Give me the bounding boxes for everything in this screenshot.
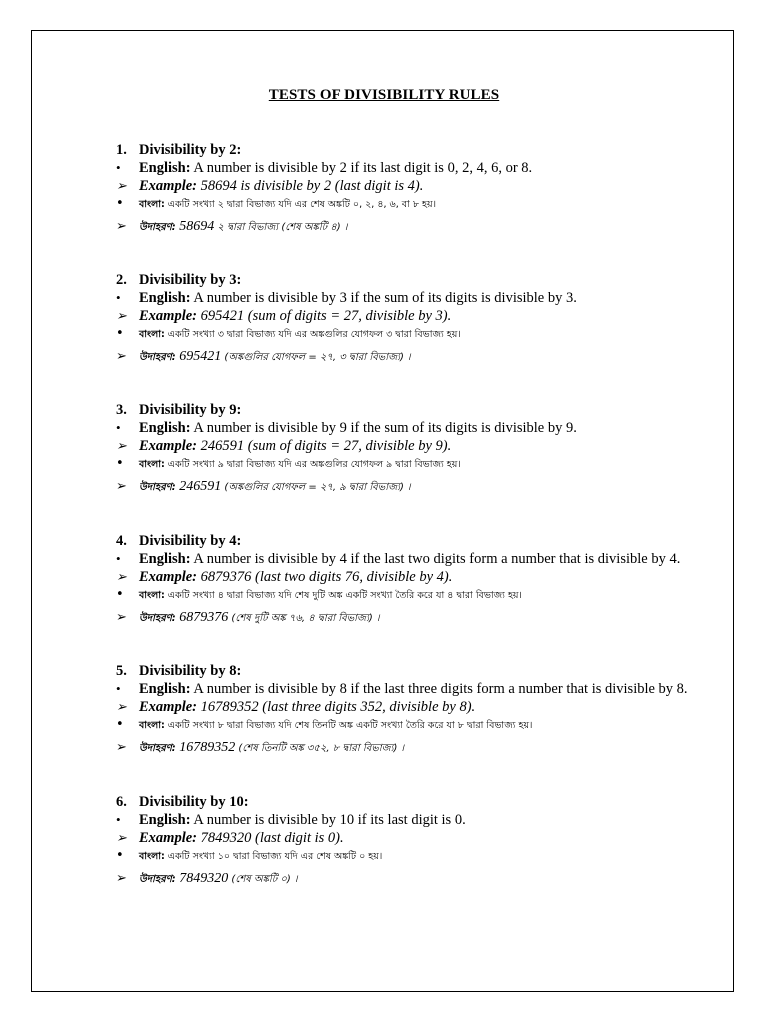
english-label: English: bbox=[139, 420, 191, 436]
bullet-icon: • bbox=[116, 717, 124, 732]
bangla-text: একটি সংখ্যা ২ দ্বারা বিভাজ্য যদি এর শেষ অঙ্কটি ০, ২, ৪, ৬, বা ৮ হয়। bbox=[164, 199, 436, 210]
bullet-icon: • bbox=[116, 812, 121, 827]
bangla-example bbox=[116, 213, 716, 237]
bangla-example-text: (শেষ তিনটি অঙ্ক ৩৫২, ৮ দ্বারা বিভাজ্য) । bbox=[235, 743, 405, 754]
bangla-example-text: (অঙ্কগুলির যোগফল = ২৭, ৯ দ্বারা বিভাজ্য) । bbox=[221, 482, 411, 493]
bullet-icon: • bbox=[116, 290, 121, 305]
bullet-icon: • bbox=[116, 160, 121, 175]
english-label: English: bbox=[139, 551, 191, 567]
arrow-icon: ➢ bbox=[116, 438, 127, 453]
section-heading bbox=[116, 271, 716, 289]
bangla-label: বাংলা: bbox=[139, 720, 165, 731]
bangla-label: বাংলা: bbox=[139, 329, 165, 340]
section-number: 2. bbox=[116, 272, 127, 288]
bangla-example bbox=[116, 865, 716, 889]
bangla-text: একটি সংখ্যা ১০ দ্বারা বিভাজ্য যদি এর শেষ অঙ্কটি ০ হয়। bbox=[164, 851, 383, 862]
bullet-icon: • bbox=[116, 420, 121, 435]
arrow-icon: ➢ bbox=[116, 740, 127, 755]
bangla-example bbox=[116, 604, 716, 628]
bangla-text: একটি সংখ্যা ৪ দ্বারা বিভাজ্য যদি শেষ দুটি অঙ্ক একটি সংখ্যা তৈরি করে যা ৪ দ্বারা বিভাজ্য হয়। bbox=[164, 590, 522, 601]
english-rule bbox=[116, 159, 716, 177]
bangla-label: বাংলা: bbox=[139, 851, 165, 862]
bangla-example-number: 58694 bbox=[175, 219, 215, 234]
bullet-icon: • bbox=[116, 848, 124, 863]
bangla-example-text: ২ দ্বারা বিভাজ্য (শেষ অঙ্কটি ৪) । bbox=[214, 222, 348, 233]
example-label: Example: bbox=[139, 178, 197, 194]
example-label: Example: bbox=[139, 438, 197, 454]
section-title: Divisibility by 2: bbox=[139, 142, 242, 158]
bullet-icon: • bbox=[116, 196, 124, 211]
bangla-example-label: উদাহরণ: bbox=[139, 613, 176, 624]
bangla-example-label: উদাহরণ: bbox=[139, 352, 176, 363]
english-text: A number is divisible by 10 if its last digit is 0. bbox=[190, 812, 466, 828]
arrow-icon: ➢ bbox=[116, 308, 127, 323]
bullet-icon: • bbox=[116, 551, 121, 566]
english-example bbox=[116, 829, 716, 847]
english-rule bbox=[116, 419, 716, 437]
bangla-example bbox=[116, 734, 716, 758]
example-label: Example: bbox=[139, 569, 197, 585]
section-divisibility-by-9 bbox=[116, 401, 716, 497]
bangla-text: একটি সংখ্যা ৩ দ্বারা বিভাজ্য যদি এর অঙ্কগুলির যোগফল ৩ দ্বারা বিভাজ্য হয়। bbox=[164, 329, 461, 340]
bangla-example-label: উদাহরণ: bbox=[139, 222, 176, 233]
bangla-example-number: 246591 bbox=[175, 479, 222, 494]
english-example bbox=[116, 307, 716, 325]
example-label: Example: bbox=[139, 308, 197, 324]
bangla-rule bbox=[116, 847, 716, 865]
section-number: 1. bbox=[116, 142, 127, 158]
document-title: TESTS OF DIVISIBILITY RULES bbox=[268, 87, 500, 103]
section-divisibility-by-10 bbox=[116, 793, 716, 889]
section-heading bbox=[116, 662, 716, 680]
bangla-example-text: (শেষ দুটি অঙ্ক ৭৬, ৪ দ্বারা বিভাজ্য) । bbox=[228, 613, 380, 624]
bangla-rule bbox=[116, 586, 716, 604]
section-title: Divisibility by 8: bbox=[139, 663, 242, 679]
english-rule bbox=[116, 811, 716, 829]
section-title: Divisibility by 3: bbox=[139, 272, 242, 288]
english-text: A number is divisible by 4 if the last two digits form a number that is divisible by 4. bbox=[190, 551, 681, 567]
section-heading bbox=[116, 532, 716, 550]
bangla-rule bbox=[116, 716, 716, 734]
arrow-icon: ➢ bbox=[116, 219, 127, 234]
bangla-example-number: 7849320 bbox=[175, 871, 229, 886]
arrow-icon: ➢ bbox=[116, 349, 127, 364]
arrow-icon: ➢ bbox=[116, 178, 127, 193]
section-divisibility-by-4 bbox=[116, 532, 716, 628]
section-number: 5. bbox=[116, 663, 127, 679]
bangla-example bbox=[116, 473, 716, 497]
english-label: English: bbox=[139, 681, 191, 697]
bangla-example-text: (শেষ অঙ্কটি ০) । bbox=[228, 874, 298, 885]
arrow-icon: ➢ bbox=[116, 569, 127, 584]
section-divisibility-by-2 bbox=[116, 141, 716, 237]
bangla-example bbox=[116, 343, 716, 367]
english-label: English: bbox=[139, 160, 191, 176]
english-rule bbox=[116, 680, 716, 698]
english-text: A number is divisible by 2 if its last digit is 0, 2, 4, 6, or 8. bbox=[190, 160, 533, 176]
english-example bbox=[116, 698, 716, 716]
example-label: Example: bbox=[139, 830, 197, 846]
english-text: A number is divisible by 9 if the sum of its digits is divisible by 9. bbox=[190, 420, 577, 436]
english-rule bbox=[116, 550, 716, 568]
bangla-example-number: 695421 bbox=[175, 349, 222, 364]
section-title: Divisibility by 4: bbox=[139, 533, 242, 549]
bullet-icon: • bbox=[116, 456, 124, 471]
bangla-rule bbox=[116, 455, 716, 473]
bangla-example-label: উদাহরণ: bbox=[139, 743, 176, 754]
english-example bbox=[116, 177, 716, 195]
example-text: 246591 (sum of digits = 27, divisible by 9). bbox=[197, 438, 452, 454]
bangla-label: বাংলা: bbox=[139, 199, 165, 210]
bangla-label: বাংলা: bbox=[139, 459, 165, 470]
section-divisibility-by-3 bbox=[116, 271, 716, 367]
english-label: English: bbox=[139, 812, 191, 828]
bangla-label: বাংলা: bbox=[139, 590, 165, 601]
example-text: 7849320 (last digit is 0). bbox=[197, 830, 344, 846]
bullet-icon: • bbox=[116, 681, 121, 696]
bangla-rule bbox=[116, 195, 716, 213]
section-heading bbox=[116, 793, 716, 811]
bangla-text: একটি সংখ্যা ৯ দ্বারা বিভাজ্য যদি এর অঙ্কগুলির যোগফল ৯ দ্বারা বিভাজ্য হয়। bbox=[164, 459, 461, 470]
section-number: 3. bbox=[116, 402, 127, 418]
bangla-example-number: 6879376 bbox=[175, 610, 229, 625]
bangla-example-label: উদাহরণ: bbox=[139, 874, 176, 885]
section-title: Divisibility by 10: bbox=[139, 794, 249, 810]
example-label: Example: bbox=[139, 699, 197, 715]
example-text: 695421 (sum of digits = 27, divisible by 3). bbox=[197, 308, 452, 324]
example-text: 58694 is divisible by 2 (last digit is 4). bbox=[197, 178, 424, 194]
bullet-icon: • bbox=[116, 326, 124, 341]
bangla-example-number: 16789352 bbox=[175, 740, 236, 755]
arrow-icon: ➢ bbox=[116, 699, 127, 714]
arrow-icon: ➢ bbox=[116, 610, 127, 625]
bangla-example-text: (অঙ্কগুলির যোগফল = ২৭, ৩ দ্বারা বিভাজ্য) । bbox=[221, 352, 411, 363]
bangla-example-label: উদাহরণ: bbox=[139, 482, 176, 493]
arrow-icon: ➢ bbox=[116, 830, 127, 845]
section-divisibility-by-8 bbox=[116, 662, 716, 758]
example-text: 16789352 (last three digits 352, divisible by 8). bbox=[197, 699, 476, 715]
english-label: English: bbox=[139, 290, 191, 306]
bullet-icon: • bbox=[116, 587, 124, 602]
arrow-icon: ➢ bbox=[116, 479, 127, 494]
bangla-text: একটি সংখ্যা ৮ দ্বারা বিভাজ্য যদি শেষ তিনটি অঙ্ক একটি সংখ্যা তৈরি করে যা ৮ দ্বারা বিভাজ্য হয়। bbox=[164, 720, 533, 731]
section-heading bbox=[116, 141, 716, 159]
english-text: A number is divisible by 3 if the sum of its digits is divisible by 3. bbox=[190, 290, 577, 306]
english-example bbox=[116, 568, 716, 586]
section-title: Divisibility by 9: bbox=[139, 402, 242, 418]
english-text: A number is divisible by 8 if the last three digits form a number that is divisible by 8. bbox=[190, 681, 688, 697]
arrow-icon: ➢ bbox=[116, 871, 127, 886]
section-number: 6. bbox=[116, 794, 127, 810]
english-example bbox=[116, 437, 716, 455]
example-text: 6879376 (last two digits 76, divisible by 4). bbox=[197, 569, 453, 585]
section-heading bbox=[116, 401, 716, 419]
section-number: 4. bbox=[116, 533, 127, 549]
english-rule bbox=[116, 289, 716, 307]
bangla-rule bbox=[116, 325, 716, 343]
